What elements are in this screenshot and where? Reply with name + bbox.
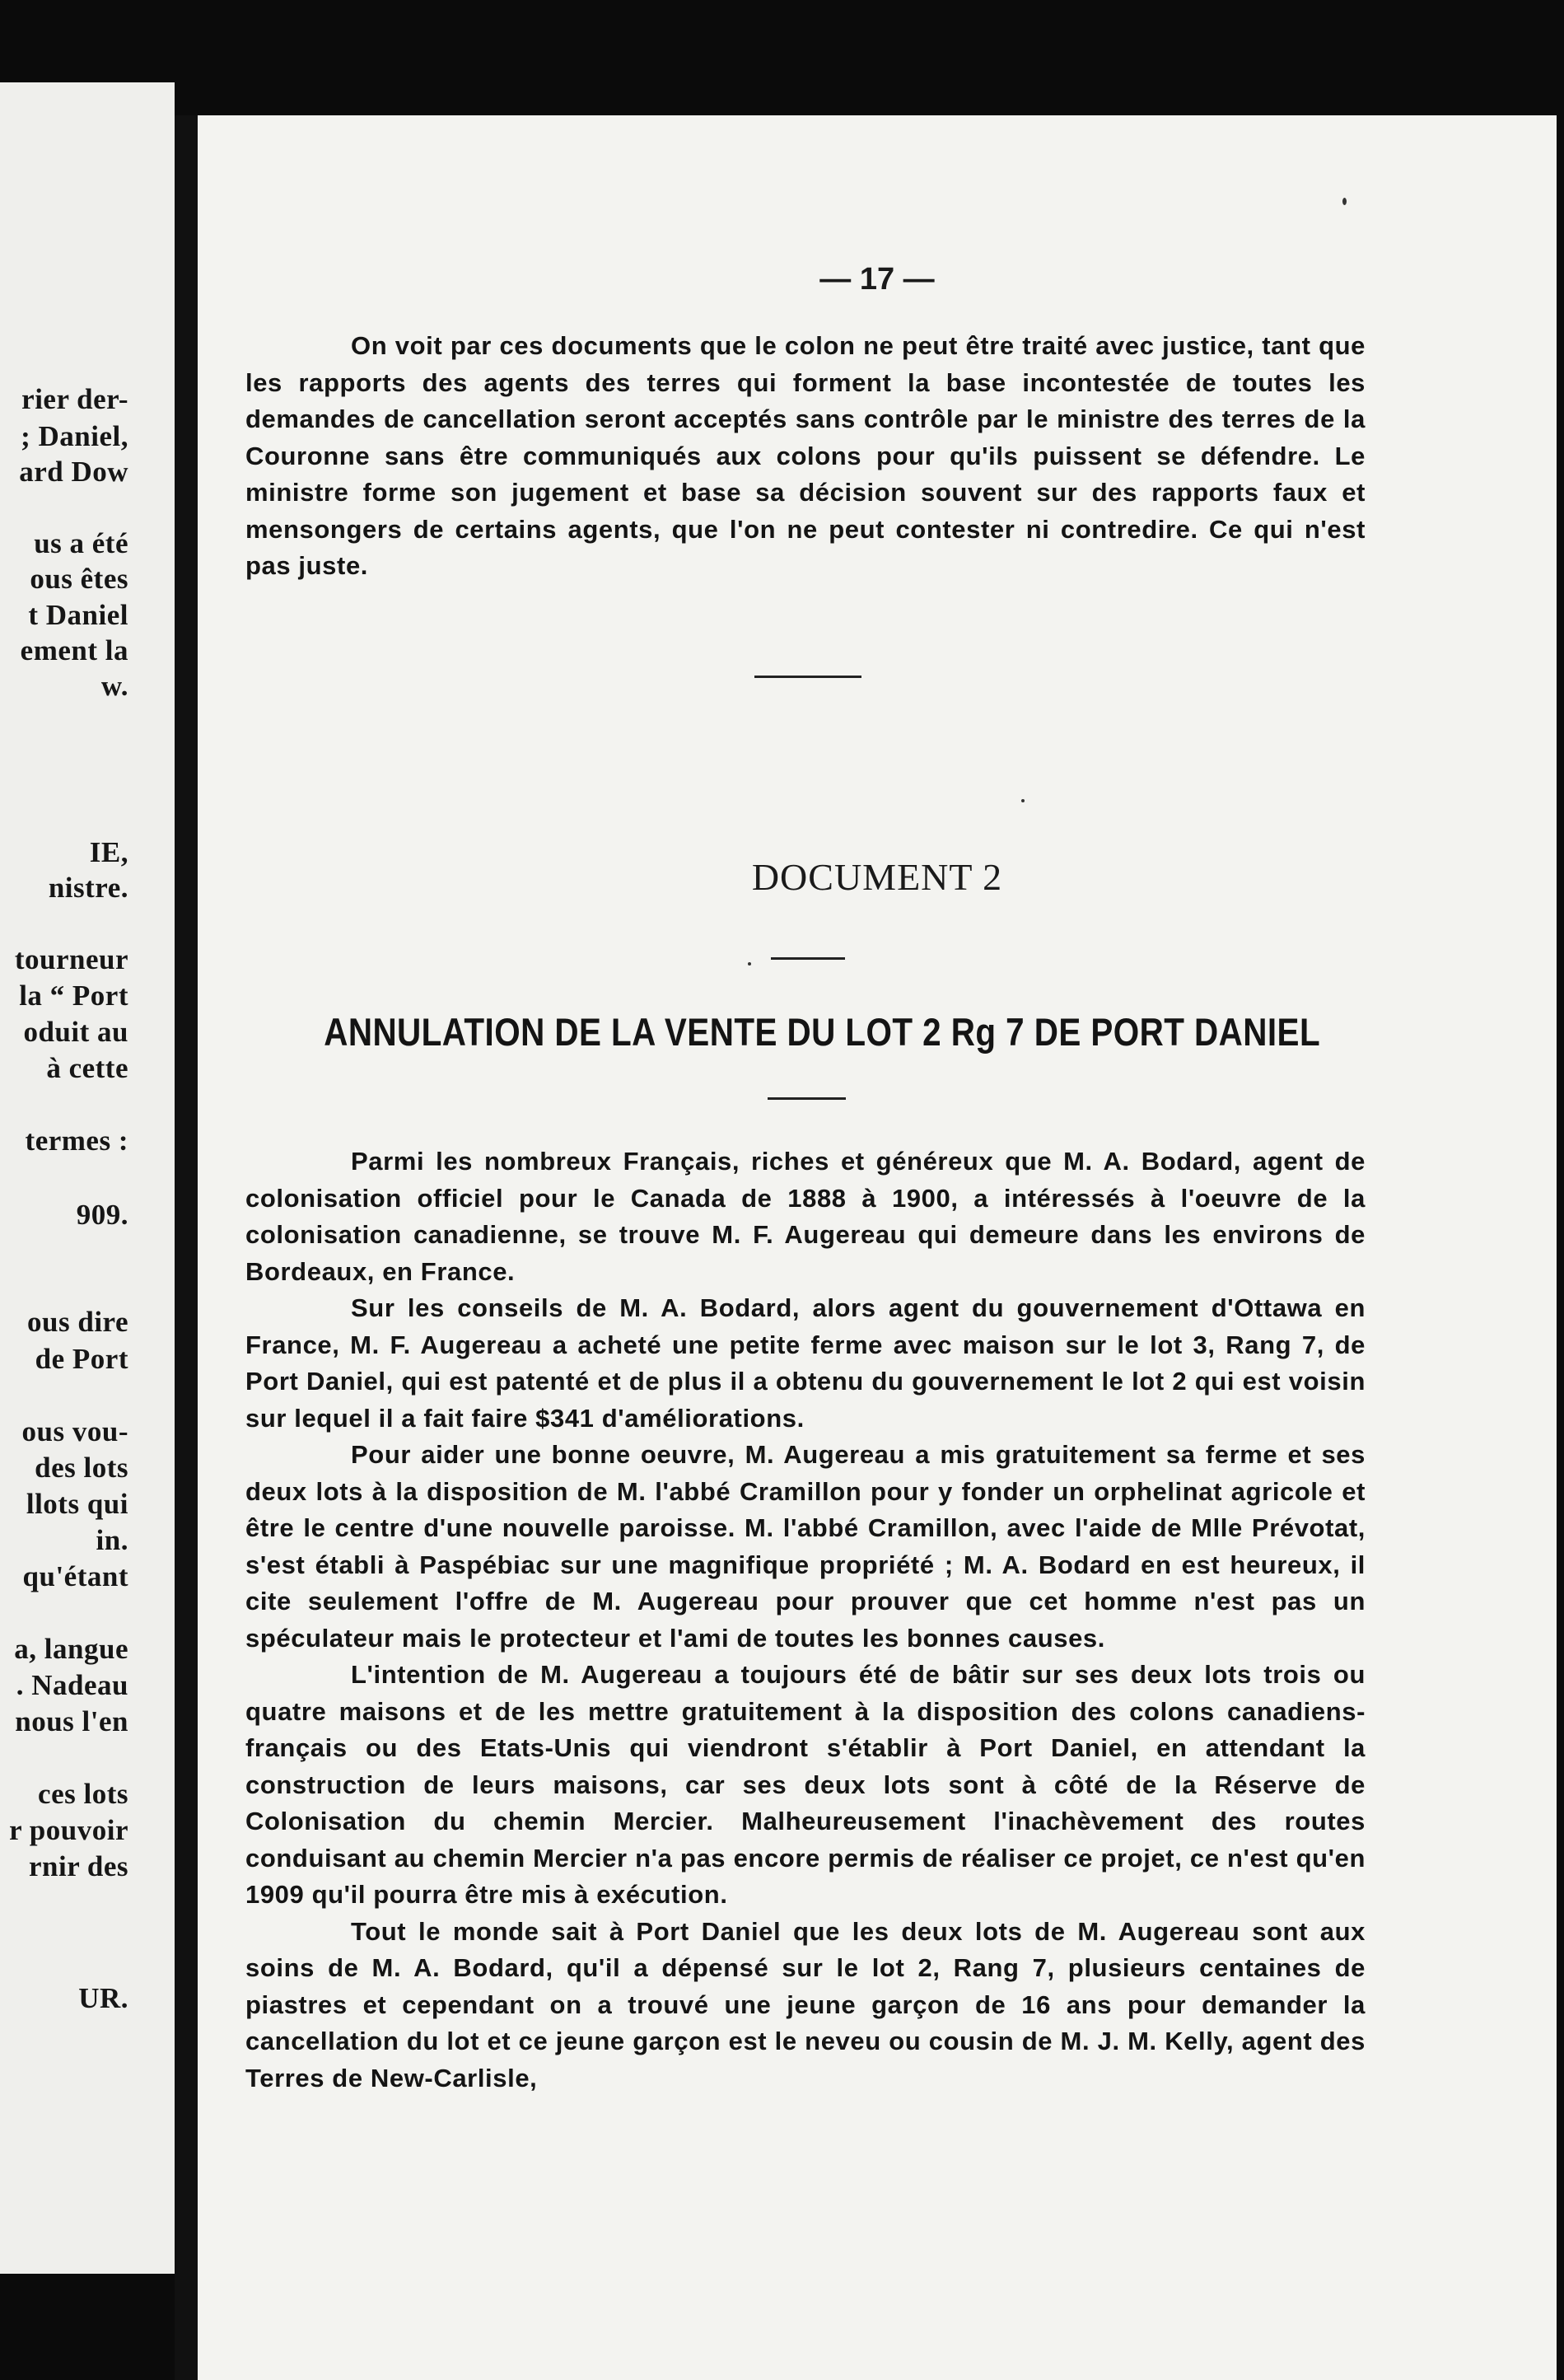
- left-line: a, langue: [14, 1633, 128, 1665]
- left-line: ous dire: [27, 1306, 128, 1338]
- left-line: ces lots: [38, 1778, 128, 1810]
- article-title: ANNULATION DE LA VENTE DU LOT 2 Rg 7 DE PORT DANIEL: [324, 1010, 1321, 1054]
- scan-speck: [748, 962, 751, 966]
- binding-gutter: [175, 115, 198, 2380]
- left-line: ous êtes: [30, 563, 128, 595]
- body-paragraph: L'intention de M. Augereau a toujours été de bâtir sur ses deux lots trois ou quatre maisons et de les mettre gratuitement à la disposition des colons canadiens-français ou des Etats-Unis qui viendront s'établir à Port Daniel, en attendant la construction de leurs maisons, car ses deux lots sont à côté de la Réserve de Colonisation du chemin Mercier. Malheureusement l'inachèvement des routes conduisant au chemin Mercier n'a pas encore permis de réaliser ce projet, ce n'est qu'en 1909 qu'il pourra être mis à exécution.: [245, 1660, 1366, 1909]
- separator-rule: [754, 676, 861, 678]
- left-line: nistre.: [48, 872, 128, 904]
- page-number: — 17 —: [819, 262, 935, 297]
- intro-paragraph: On voit par ces documents que le colon ne peut être traité avec justice, tant que les rapports des agents des terres qui forment la base incontestée de toutes les demandes de cancellation seront acceptés sans contrôle par le ministre des terres de la Couronne sans être communiqués aux colons pour qu'ils puissent se défendre. Le ministre forme son jugement et base sa décision souvent sur des rapports faux et mensongers de certains agents, que l'on ne peut contester ni contredire. Ce qui n'est pas juste.: [245, 331, 1366, 580]
- separator-rule: [768, 1097, 846, 1100]
- scan-speck: [1021, 799, 1025, 802]
- left-line: UR.: [78, 1982, 128, 2014]
- left-line: ; Daniel,: [21, 420, 128, 452]
- left-line: la “ Port: [19, 980, 128, 1012]
- left-line: . Nadeau: [16, 1669, 128, 1701]
- intro-block: [245, 328, 1366, 585]
- left-line: r pouvoir: [9, 1814, 128, 1846]
- body-paragraph: Sur les conseils de M. A. Bodard, alors agent du gouvernement d'Ottawa en France, M. F. Augereau a acheté une petite ferme avec maison sur le lot 3, Rang 7, de Port Daniel, qui est patenté et de plus il a obtenu du gouvernement le lot 2 qui est voisin sur lequel il a fait faire $341 d'améliorations.: [245, 1293, 1366, 1433]
- document-page: [198, 115, 1557, 2380]
- left-line: in.: [96, 1524, 128, 1556]
- left-line: nous l'en: [15, 1705, 128, 1737]
- left-line: t Daniel: [28, 599, 128, 631]
- left-line: rnir des: [29, 1850, 128, 1882]
- body-paragraph: Parmi les nombreux Français, riches et généreux que M. A. Bodard, agent de colonisation officiel pour le Canada de 1888 à 1900, a intéressés à l'oeuvre de la colonisation canadienne, se trouve M. F. Augereau qui demeure dans les environs de Bordeaux, en France.: [245, 1147, 1366, 1286]
- left-line: tourneur: [14, 943, 128, 975]
- scan-speck: [1342, 198, 1347, 205]
- left-line: us a été: [34, 527, 128, 559]
- separator-rule: [771, 957, 845, 960]
- left-line: 909.: [76, 1199, 128, 1231]
- body-paragraph: Pour aider une bonne oeuvre, M. Augereau a mis gratuitement sa ferme et ses deux lots à la disposition de M. l'abbé Cramillon pour y fonder un orphelinat agricole et être le centre d'une nouvelle paroisse. M. l'abbé Cramillon, avec l'aide de Mlle Prévotat, s'est établi à Paspébiac sur une magnifique propriété ; M. A. Bodard en est heureux, il cite seulement l'offre de M. Augereau pour prouver que cet homme n'est pas un spéculateur mais le protecteur et l'ami de toutes les bonnes causes.: [245, 1440, 1366, 1653]
- left-line: de Port: [35, 1343, 128, 1375]
- left-line: des lots: [35, 1452, 128, 1484]
- left-line: ous vou-: [21, 1415, 128, 1447]
- left-line: ement la: [20, 634, 128, 666]
- left-line: rier der-: [21, 383, 128, 415]
- document-heading: DOCUMENT 2: [751, 856, 1003, 898]
- left-line: qu'étant: [22, 1560, 128, 1592]
- left-line: llots qui: [26, 1488, 128, 1520]
- body-block: [245, 1143, 1366, 2097]
- left-line: ard Dow: [19, 456, 128, 488]
- body-paragraph: Tout le monde sait à Port Daniel que les deux lots de M. Augereau sont aux soins de M. A. Bodard, qu'il a dépensé sur le lot 2, Rang 7, plusieurs centaines de piastres et cependant on a trouvé une jeune garçon de 16 ans pour demander la cancellation du lot et ce jeune garçon est le neveu ou cousin de M. J. M. Kelly, agent des Terres de New-Carlisle,: [245, 1916, 1366, 2092]
- left-line: IE,: [89, 836, 128, 868]
- left-line: termes :: [25, 1125, 128, 1157]
- left-line: oduit au: [23, 1016, 128, 1048]
- previous-page-fragment: [0, 82, 175, 2274]
- left-line: à cette: [46, 1052, 128, 1084]
- left-line: w.: [100, 670, 128, 702]
